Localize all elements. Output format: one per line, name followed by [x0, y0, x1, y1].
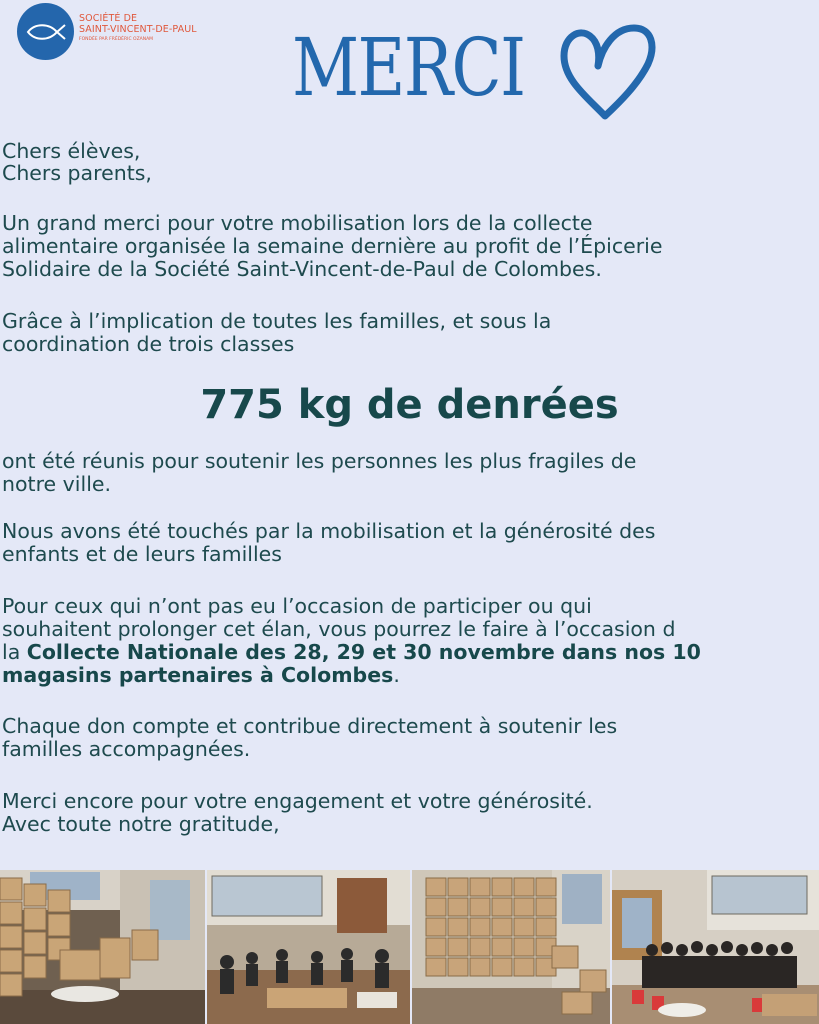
paragraph-4-line-2: enfants et de leurs familles	[2, 542, 282, 566]
paragraph-5-line-1: Pour ceux qui n’ont pas eu l’occasion de participer ou qui	[2, 594, 592, 618]
organization-logo	[17, 3, 217, 61]
paragraph-2-line-1: Grâce à l’implication de toutes les familles, et sous la	[2, 309, 552, 333]
paragraph-6-line-1: Chaque don compte et contribue directement à soutenir les	[2, 714, 618, 738]
paragraph-3-line-1: ont été réunis pour soutenir les personnes les plus fragiles de	[2, 449, 637, 473]
paragraph-5-line-3-prefix: la	[2, 640, 27, 664]
greeting-students: Chers élèves,	[2, 139, 141, 163]
photo-group	[612, 870, 819, 1024]
paragraph-3-line-2: notre ville.	[2, 472, 112, 496]
closing-line-2: Avec toute notre gratitude,	[2, 812, 280, 836]
page-title: MERCI	[292, 21, 525, 114]
closing-line-1: Merci encore pour votre engagement et votre générosité.	[2, 789, 593, 813]
logo-name	[79, 13, 197, 35]
photo-box-wall	[412, 870, 610, 1024]
collected-amount: 775 kg de denrées	[200, 382, 619, 428]
logo-name-line2: SAINT-VINCENT-DE-PAUL	[79, 24, 197, 35]
partner-stores: magasins partenaires à Colombes	[2, 663, 394, 687]
collecte-nationale-dates: Collecte Nationale des 28, 29 et 30 novembre dans nos 10	[26, 640, 701, 664]
photo-stacked-boxes	[0, 870, 205, 1024]
paragraph-1-line-3: Solidaire de la Société Saint-Vincent-de-Paul de Colombes.	[2, 257, 602, 281]
logo-tagline: FONDÉE PAR FRÉDÉRIC OZANAM	[79, 37, 154, 42]
paragraph-1-line-2: alimentaire organisée la semaine dernière au profit de l’Épicerie	[2, 234, 663, 258]
paragraph-2-line-2: coordination de trois classes	[2, 332, 295, 356]
fish-icon	[25, 21, 67, 43]
paragraph-6-line-2: familles accompagnées.	[2, 737, 251, 761]
paragraph-1-line-1: Un grand merci pour votre mobilisation lors de la collecte	[2, 211, 593, 235]
paragraph-5-line-4	[2, 665, 400, 686]
greeting-parents: Chers parents,	[2, 161, 152, 185]
paragraph-5-line-3	[2, 642, 701, 663]
logo-badge	[17, 3, 74, 60]
photo-students-sorting	[207, 870, 410, 1024]
heart-icon	[558, 22, 660, 120]
photo-strip	[0, 870, 819, 1024]
logo-name-line1: SOCIÉTÉ DE	[79, 13, 138, 24]
paragraph-5-line-4-suffix: .	[393, 663, 400, 687]
paragraph-5-line-2: souhaitent prolonger cet élan, vous pourrez le faire à l’occasion d	[2, 617, 676, 641]
paragraph-4-line-1: Nous avons été touchés par la mobilisation et la générosité des	[2, 519, 656, 543]
